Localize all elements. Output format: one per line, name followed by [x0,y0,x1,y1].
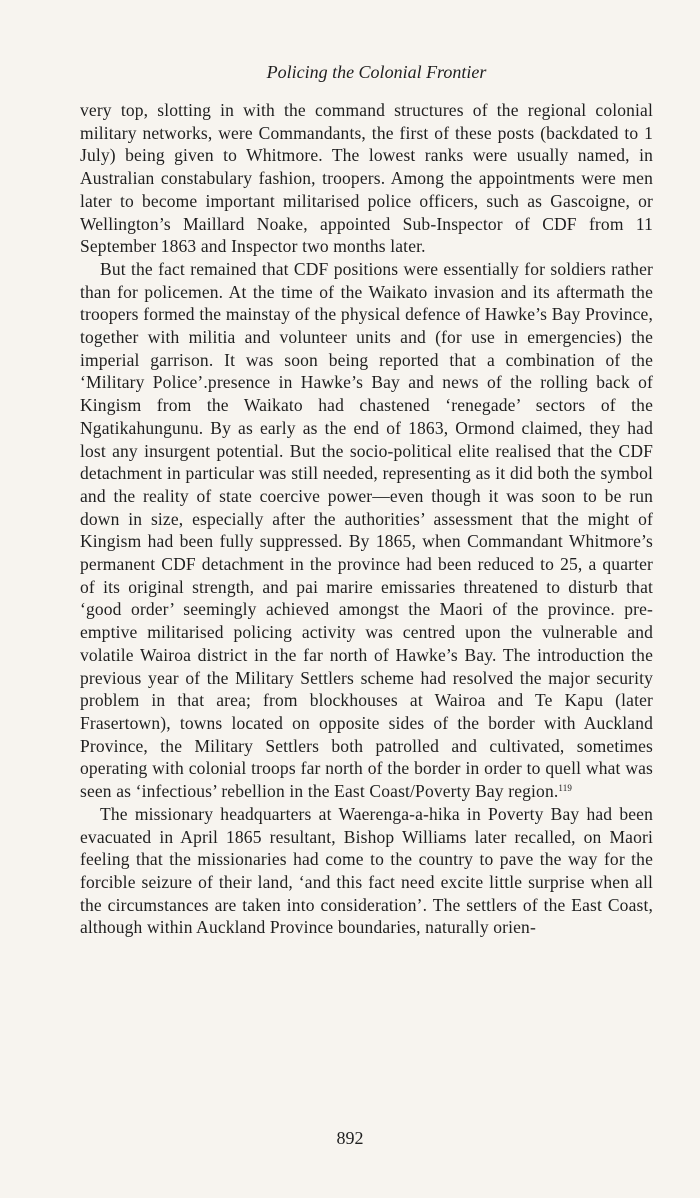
footnote-reference[interactable]: 119 [558,783,572,794]
running-head: Policing the Colonial Frontier [266,62,487,82]
page-body [80,62,653,939]
paragraph-continued [80,99,653,258]
paragraph-text: very top, slotting in with the command structures of the regional colonial military networks, were Commandants, the first of these posts (backdated to 1 July) being given to Whitmore. The lowest ranks were usually named, in Australian constabulary fashion, troopers. Among the appointments were men later to become important militarised police officers, such as Gascoigne, or Wellington’s Maillard Noake, appointed Sub-Inspector of CDF from 11 September 1863 and Inspector two months later. [80,100,653,257]
paragraph-text: But the fact remained that CDF positions were essentially for soldiers rather than for policemen. At the time of the Waikato invasion and its aftermath the troopers formed the mainstay of the physical defence of Hawke’s Bay Province, together with militia and volunteer units and (for use in emergencies) the imperial garrison. It was soon being reported that a combination of the ‘Military Police’.presence in Hawke’s Bay and news of the rolling back of Kingism from the Waikato had chastened ‘renegade’ sectors of the Ngatikahungunu. By as early as the end of 1863, Ormond claimed, they had lost any insurgent potential. But the socio-political elite realised that the CDF detachment in particular was still needed, representing as it did both the symbol and the reality of state coercive power—even though it was soon to be run down in size, especially after the authorities’ assessment that the might of Kingism had been fully suppressed. By 1865, when Commandant Whitmore’s permanent CDF detachment in the province had been reduced to 25, a quarter of its original strength, and pai marire emissaries threatened to disturb that ‘good order’ seemingly achieved amongst the Maori of the province. pre-emptive militarised policing activity was centred upon the vulnerable and volatile Wairoa district in the far north of Hawke’s Bay. The introduction the previous year of the Military Settlers scheme had resolved the major security problem in that area; from blockhouses at Wairoa and Te Kapu (later Frasertown), towns located on opposite sides of the border with Auckland Province, the Military Settlers both patrolled and cultivated, sometimes operating with colonial troops far north of the border in order to quell what was seen as ‘infectious’ rebellion in the East Coast/Poverty Bay region. [80,258,653,802]
page-number: 892 [336,1128,364,1148]
paragraph-text: The missionary headquarters at Waerenga-a-hika in Poverty Bay had been evacuated in April 1865 resultant, Bishop Williams later recalled, on Maori feeling that the missionaries had come to the country to pave the way for the forcible seizure of their land, ‘and this fact need excite little surprise when all the circumstances are taken into consideration’. The settlers of the East Coast, although within Auckland Province boundaries, naturally orien- [80,803,653,938]
paragraph-cdf-positions [80,258,653,803]
paragraph-missionary [80,803,653,939]
